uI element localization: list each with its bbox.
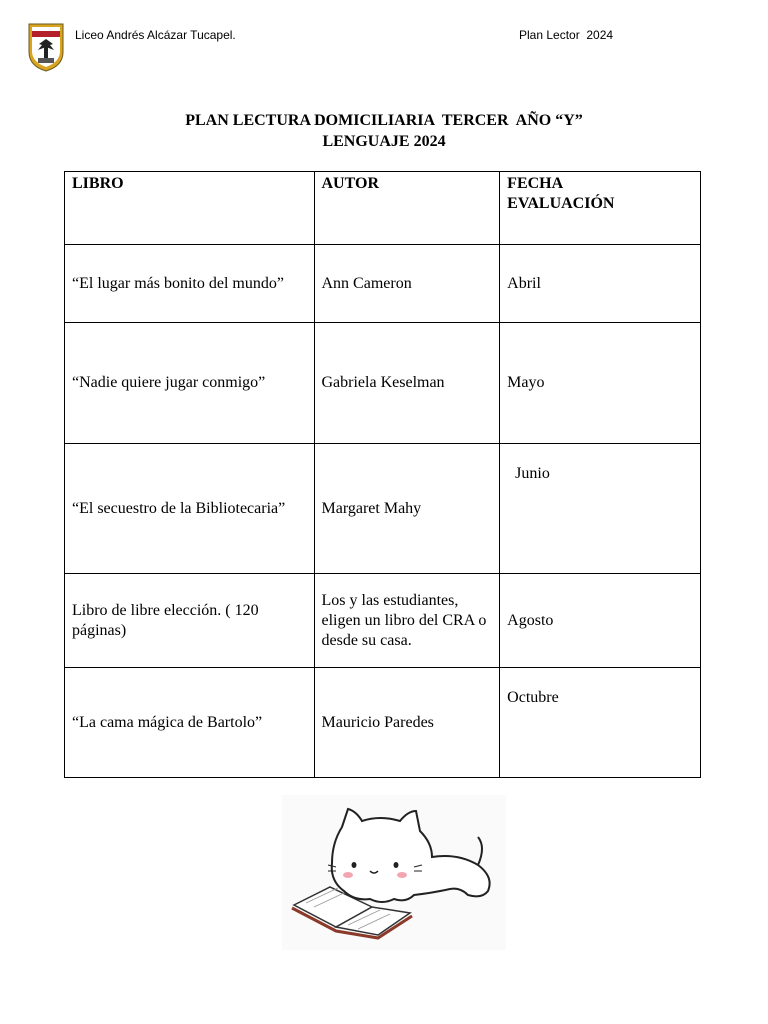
- cell-fecha: Octubre: [500, 668, 701, 778]
- cell-libro: “El lugar más bonito del mundo”: [65, 245, 315, 323]
- header-libro: LIBRO: [65, 172, 315, 245]
- reading-plan-table: [64, 171, 701, 778]
- page-title: [0, 110, 768, 152]
- page-header: [0, 0, 768, 80]
- cell-autor: Ann Cameron: [314, 245, 500, 323]
- table-row: [65, 574, 701, 668]
- cell-libro: “La cama mágica de Bartolo”: [65, 668, 315, 778]
- title-line-2: LENGUAJE 2024: [322, 133, 446, 150]
- table-row: [65, 245, 701, 323]
- cell-autor: Gabriela Keselman: [314, 323, 500, 444]
- school-crest-icon: [27, 22, 65, 72]
- header-autor: AUTOR: [314, 172, 500, 245]
- cell-autor: Mauricio Paredes: [314, 668, 500, 778]
- cell-fecha: Mayo: [500, 323, 701, 444]
- cell-autor: Margaret Mahy: [314, 444, 500, 574]
- header-fecha: [500, 172, 701, 245]
- cell-libro: Libro de libre elección. ( 120 páginas): [65, 574, 315, 668]
- cat-reading-book-illustration: [282, 795, 506, 950]
- cell-libro: “Nadie quiere jugar conmigo”: [65, 323, 315, 444]
- table-row: [65, 323, 701, 444]
- plan-label: Plan Lector 2024: [519, 28, 614, 42]
- school-name: Liceo Andrés Alcázar Tucapel.: [75, 28, 236, 42]
- header-fecha-text: FECHA EVALUACIÓN: [507, 175, 615, 212]
- table-row: [65, 668, 701, 778]
- cell-fecha: Abril: [500, 245, 701, 323]
- cell-fecha: Agosto: [500, 574, 701, 668]
- table-header-row: [65, 172, 701, 245]
- table-row: [65, 444, 701, 574]
- cell-libro: “El secuestro de la Bibliotecaria”: [65, 444, 315, 574]
- title-line-1: PLAN LECTURA DOMICILIARIA TERCER AÑO “Y”: [185, 112, 583, 129]
- cell-autor: Los y las estudiantes, eligen un libro del CRA o desde su casa.: [314, 574, 500, 668]
- cell-fecha: Junio: [500, 444, 701, 574]
